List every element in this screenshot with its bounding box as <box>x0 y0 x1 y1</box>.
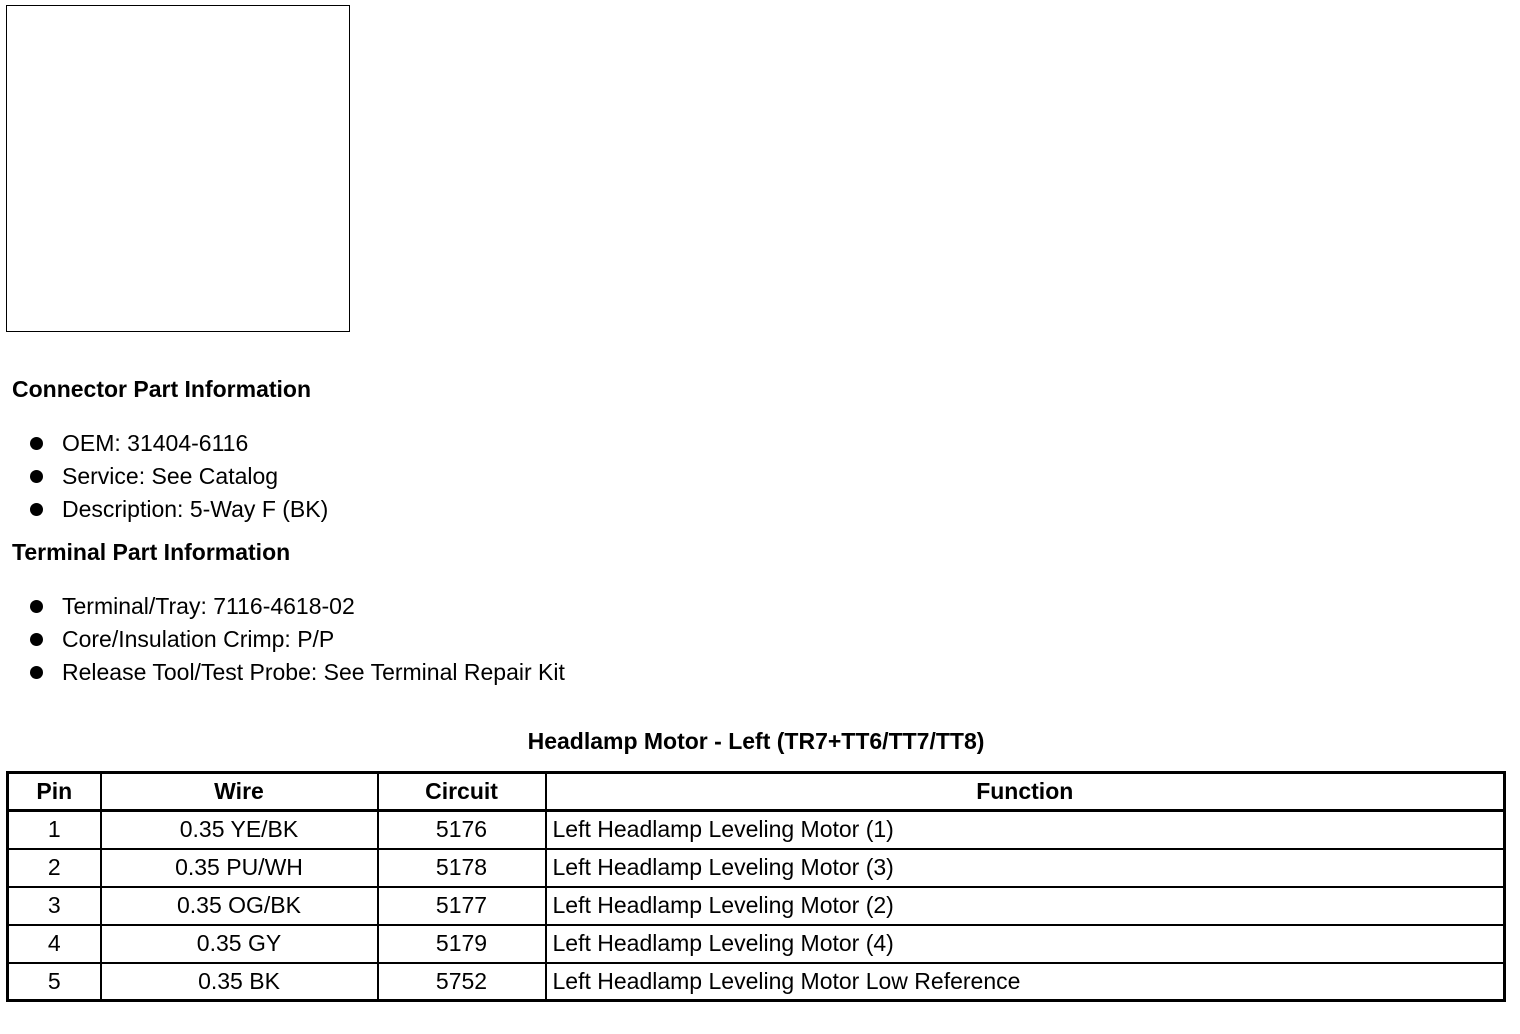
list-item <box>0 460 328 493</box>
table-row <box>8 811 1505 849</box>
table-row <box>8 925 1505 963</box>
pin-cell: 2 <box>8 849 101 887</box>
list-item <box>0 493 328 526</box>
function-cell: Left Headlamp Leveling Motor (4) <box>546 925 1505 963</box>
wire-cell: 0.35 PU/WH <box>101 849 378 887</box>
wire-cell: 0.35 YE/BK <box>101 811 378 849</box>
description-text: Description: 5-Way F (BK) <box>62 496 329 522</box>
list-item <box>0 427 328 460</box>
function-cell: Left Headlamp Leveling Motor (2) <box>546 887 1505 925</box>
table-row <box>8 849 1505 887</box>
bullet-icon <box>30 503 43 516</box>
release-tool-text: Release Tool/Test Probe: See Terminal Repair Kit <box>62 659 565 685</box>
list-item <box>0 656 565 689</box>
connector-part-info-list <box>0 427 328 526</box>
pinout-table <box>6 771 1506 1002</box>
table-row <box>8 887 1505 925</box>
table-title: Headlamp Motor - Left (TR7+TT6/TT7/TT8) <box>527 728 985 754</box>
terminal-part-info-heading: Terminal Part Information <box>12 539 291 565</box>
pin-cell: 1 <box>8 811 101 849</box>
oem-text: OEM: 31404-6116 <box>62 430 249 456</box>
list-item <box>0 590 565 623</box>
header-pin: Pin <box>8 773 101 811</box>
pin-cell: 5 <box>8 963 101 1001</box>
function-cell: Left Headlamp Leveling Motor Low Reference <box>546 963 1505 1001</box>
header-function: Function <box>546 773 1505 811</box>
bullet-icon <box>30 470 43 483</box>
header-circuit: Circuit <box>378 773 546 811</box>
wire-cell: 0.35 GY <box>101 925 378 963</box>
list-item <box>0 623 565 656</box>
circuit-cell: 5179 <box>378 925 546 963</box>
connector-part-info-heading: Connector Part Information <box>12 376 312 402</box>
circuit-cell: 5177 <box>378 887 546 925</box>
wire-cell: 0.35 BK <box>101 963 378 1001</box>
circuit-cell: 5178 <box>378 849 546 887</box>
terminal-tray-text: Terminal/Tray: 7116-4618-02 <box>62 593 355 619</box>
bullet-icon <box>30 600 43 613</box>
function-cell: Left Headlamp Leveling Motor (3) <box>546 849 1505 887</box>
header-wire: Wire <box>101 773 378 811</box>
table-header-row <box>8 773 1505 811</box>
bullet-icon <box>30 633 43 646</box>
pin-cell: 4 <box>8 925 101 963</box>
circuit-cell: 5176 <box>378 811 546 849</box>
wire-cell: 0.35 OG/BK <box>101 887 378 925</box>
function-cell: Left Headlamp Leveling Motor (1) <box>546 811 1505 849</box>
table-row <box>8 963 1505 1001</box>
bullet-icon <box>30 437 43 450</box>
connector-image-frame <box>6 5 350 332</box>
circuit-cell: 5752 <box>378 963 546 1001</box>
pin-cell: 3 <box>8 887 101 925</box>
terminal-part-info-list <box>0 590 565 689</box>
service-text: Service: See Catalog <box>62 463 279 489</box>
crimp-text: Core/Insulation Crimp: P/P <box>62 626 335 652</box>
bullet-icon <box>30 666 43 679</box>
